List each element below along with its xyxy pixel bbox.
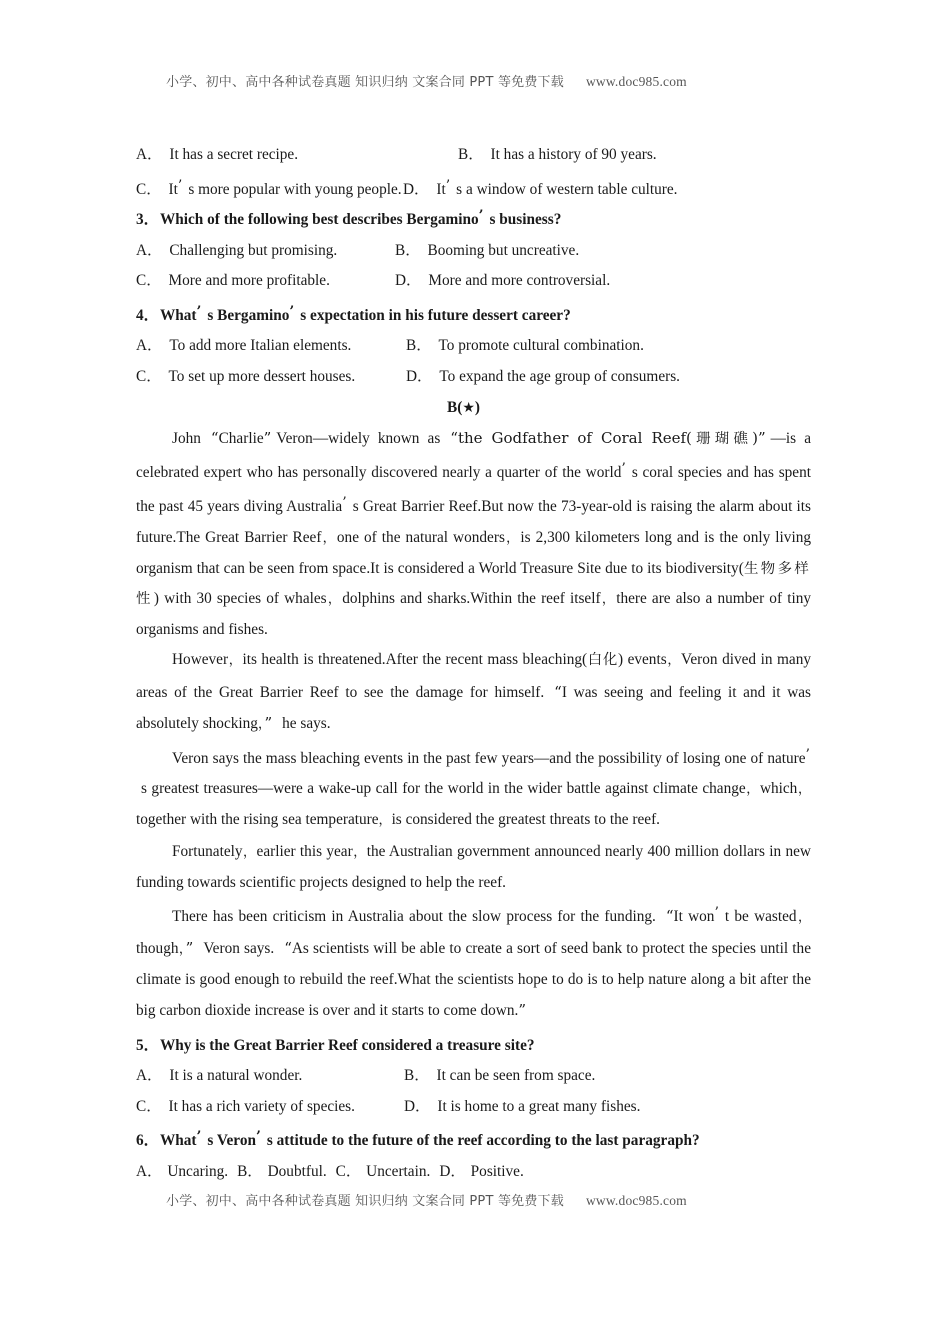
q6-option-row (136, 1157, 811, 1188)
apostrophe-glyph: ’ (805, 747, 810, 763)
q5-option-a[interactable]: A． It is a natural wonder. (136, 1067, 303, 1085)
q1-option-a[interactable]: A． It has a secret recipe. (136, 146, 299, 163)
q6-option-c[interactable]: C． Uncertain. (335, 1162, 431, 1180)
apostrophe-glyph: ’ (177, 177, 183, 194)
q4-option-d[interactable]: D． To expand the age group of consumers. (406, 367, 680, 385)
apostrophe-glyph: ’ (714, 904, 719, 921)
passage-paragraph-3: Veron says the mass bleaching events in the past few years—and the possibility of losing one of nature’s greatest treasures—were a wake-up call for the world in the wider battle against climate change，which，together with the rising sea temperature，is considered the greatest threats to the reef. (136, 747, 811, 829)
q3-option-d[interactable]: D． More and more controversial. (395, 272, 611, 290)
question-3-stem: 3．Which of the following best describes Bergamino’ s business? (136, 208, 562, 229)
quote-close-glyph: ” (518, 1001, 526, 1020)
quote-open-glyph: “the Godfather of Coral Reef( (450, 429, 692, 448)
footer-watermark (166, 1190, 856, 1209)
footer-watermark-text: 小学、初中、高中各种试卷真题 知识归纳 文案合同 PPT 等免费下载 (166, 1194, 564, 1209)
q4-option-b[interactable]: B． To promote cultural combination. (406, 337, 644, 355)
q6-option-a[interactable]: A． Uncaring. (136, 1162, 229, 1180)
q3-option-c[interactable]: C． More and more profitable. (136, 272, 330, 290)
apostrophe-glyph: ’ (255, 1129, 261, 1146)
q3-option-a[interactable]: A． Challenging but promising. (136, 241, 338, 259)
question-5-stem: 5．Why is the Great Barrier Reef considered a treasure site? (136, 1036, 535, 1054)
gloss-coral-reef: 珊瑚礁 (691, 431, 753, 448)
apostrophe-glyph: ’ (478, 208, 484, 225)
q6-option-d[interactable]: D． Positive. (439, 1162, 524, 1180)
question-4-stem: 4．What’ s Bergamino’ s expectation in his future dessert career? (136, 303, 571, 324)
header-watermark (166, 71, 856, 90)
apostrophe-glyph: ’ (196, 303, 202, 320)
section-heading-b: B(★) (447, 398, 480, 416)
header-watermark-text: 小学、初中、高中各种试卷真题 知识归纳 文案合同 PPT 等免费下载 (166, 75, 564, 90)
quote-close-glyph: ” (264, 713, 273, 732)
q6-option-b[interactable]: B． Doubtful. (237, 1162, 327, 1180)
passage-paragraph-1: John “Charlie” Veron—widely known as “the Godfather of Coral Reef(珊瑚礁)” —is a celebrated expert who has personally discovered nearly a quarter of the world’ s coral species and has spent the past 45 years diving Australia’ s Great Barrier Reef.But now the 73-year-old is raising the alarm about its future.The Great Barrier Reef，one of the natural wonders，is 2,300 kilometers long and is the only living organism that can be seen from space.It is considered a World Treasure Site due to its biodiversity(生物多样性) with 30 species of whales，dolphins and sharks.Within the reef itself，there are also a number of tiny organisms and fishes. (136, 429, 812, 639)
q1-option-c[interactable]: C． It’ s more popular with young people. (136, 177, 402, 198)
passage-paragraph-4: Fortunately，earlier this year，the Australian government announced nearly 400 million dollars in new funding towards scientific projects designed to help the reef. (136, 842, 811, 891)
quote-close-glyph: ” (263, 429, 272, 448)
q5-option-d[interactable]: D． It is home to a great many fishes. (404, 1097, 641, 1115)
apostrophe-glyph: ’ (445, 177, 451, 194)
quote-close-glyph: ” (185, 939, 194, 958)
apostrophe-glyph: ’ (342, 495, 347, 512)
quote-open-glyph: “ (284, 939, 292, 958)
gloss-bleaching: 白化 (587, 652, 618, 669)
question-6-stem: 6．What’ s Veron’ s attitude to the future of the reef according to the last paragraph? (136, 1129, 700, 1150)
apostrophe-glyph: ’ (621, 461, 626, 478)
q5-option-b[interactable]: B． It can be seen from space. (404, 1067, 596, 1085)
q3-option-row-cd (136, 266, 811, 297)
q4-option-a[interactable]: A． To add more Italian elements. (136, 337, 352, 355)
q4-option-row-ab (136, 331, 811, 362)
q4-option-row-cd (136, 362, 811, 393)
footer-watermark-url: www.doc985.com (585, 1193, 687, 1208)
q5-option-row-cd (136, 1092, 811, 1123)
gloss-biodiversity: 生物多样性 (136, 560, 812, 607)
q1-option-row-ab (136, 140, 811, 171)
q1-option-b[interactable]: B． It has a history of 90 years. (458, 146, 657, 163)
q1-option-d[interactable]: D． It’ s a window of western table culture. (403, 177, 678, 198)
quote-open-glyph: “ (210, 429, 219, 448)
document-body (136, 140, 811, 1188)
q5-option-row-ab (136, 1061, 811, 1092)
q3-option-b[interactable]: B． Booming but uncreative. (395, 241, 580, 259)
q3-option-row-ab (136, 236, 811, 267)
apostrophe-glyph: ’ (196, 1129, 202, 1146)
q1-option-row-cd (136, 171, 811, 202)
q4-option-c[interactable]: C． To set up more dessert houses. (136, 367, 356, 385)
header-watermark-url: www.doc985.com (585, 74, 687, 89)
passage-paragraph-2: However，its health is threatened.After the recent mass bleaching(白化) events，Veron dived in many areas of the Great Barrier Reef to see the damage for himself. “I was seeing and feeling it and it was absolutely shocking，” he says. (136, 651, 811, 732)
quote-open-glyph: “ (665, 906, 674, 925)
apostrophe-glyph: ’ (289, 303, 295, 320)
star-icon: ★ (462, 399, 475, 416)
quote-open-glyph: “ (554, 682, 562, 701)
q5-option-c[interactable]: C． It has a rich variety of species. (136, 1097, 355, 1115)
passage-paragraph-5: There has been criticism in Australia about the slow process for the funding. “It won’ t be wasted，though，” Veron says. “As scientists will be able to create a sort of seed bank to protect the species until the climate is good enough to rebuild the reef.What the scientists hope to do is to help nature along a bit after the big carbon dioxide increase is over and it starts to come down.” (136, 904, 811, 1020)
